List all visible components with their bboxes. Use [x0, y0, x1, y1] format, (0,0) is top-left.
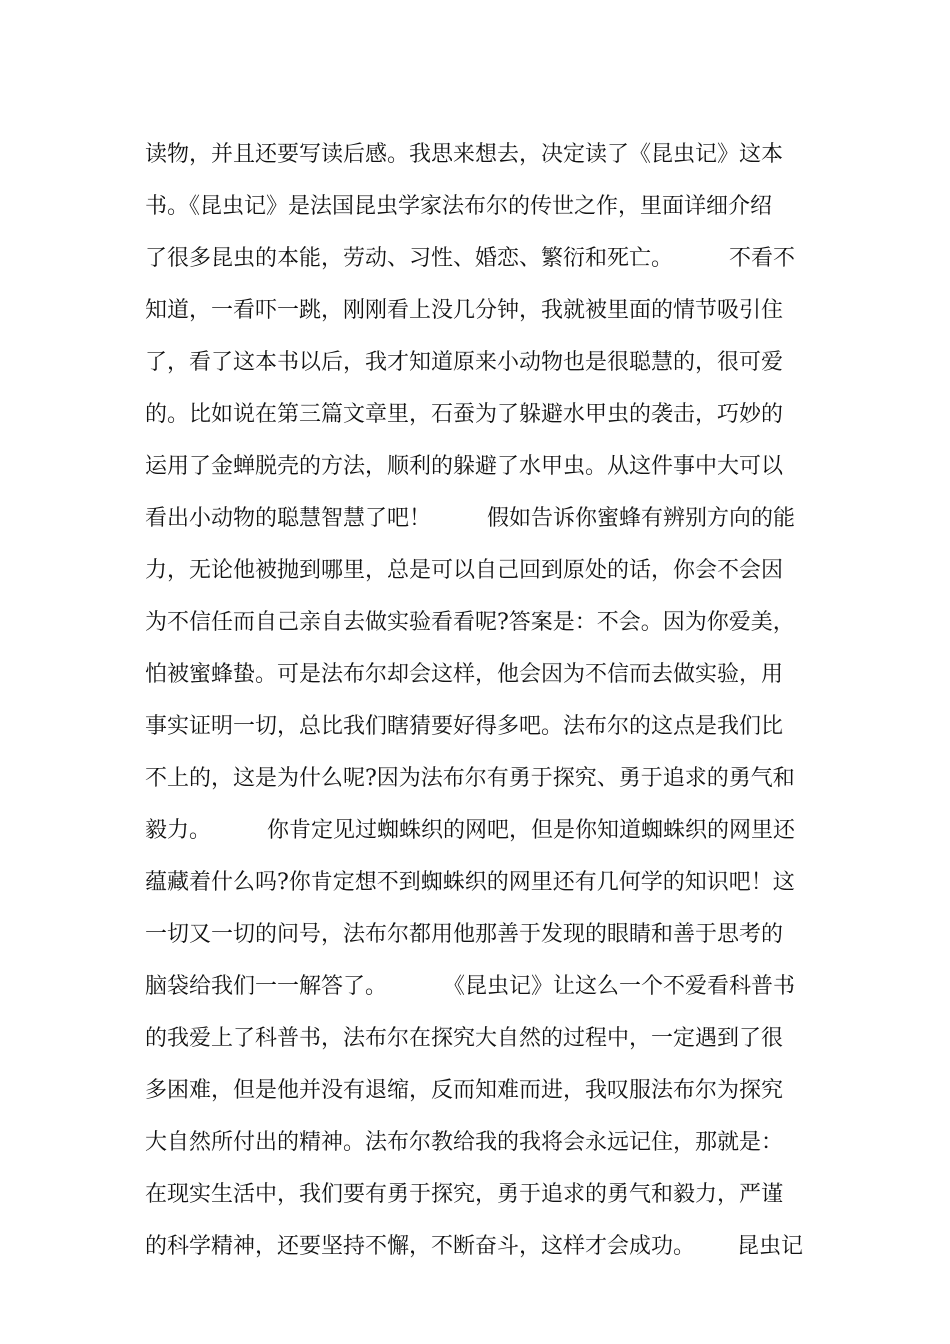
text-line-6: 的。比如说在第三篇文章里，石蚕为了躲避水甲虫的袭击，巧妙的 [145, 402, 784, 427]
text-line-18: 的我爱上了科普书，法布尔在探究大自然的过程中，一定遇到了很 [145, 1026, 784, 1051]
text-line-2: 书。《昆虫记》是法国昆虫学家法布尔的传世之作，里面详细介绍 [145, 194, 773, 219]
body-text [145, 129, 810, 1273]
text-line-15: 蕴藏着什么吗?你肯定想不到蜘蛛织的网里还有几何学的知识吧！这 [145, 870, 795, 895]
text-line-4: 知道，一看吓一跳，刚刚看上没几分钟，我就被里面的情节吸引住 [145, 298, 784, 323]
text-line-8: 看出小动物的聪慧智慧了吧！ 假如告诉你蜜蜂有辨别方向的能 [145, 506, 795, 531]
text-line-5: 了，看了这本书以后，我才知道原来小动物也是很聪慧的，很可爱 [145, 350, 784, 375]
text-line-9: 力，无论他被抛到哪里，总是可以自己回到原处的话，你会不会因 [145, 558, 784, 583]
text-line-20: 大自然所付出的精神。法布尔教给我的我将会永远记住，那就是： [145, 1130, 784, 1155]
text-line-12: 事实证明一切，总比我们瞎猜要好得多吧。法布尔的这点是我们比 [145, 714, 784, 739]
text-line-17: 脑袋给我们一一解答了。 《昆虫记》让这么一个不爱看科普书 [145, 974, 795, 999]
text-line-21: 在现实生活中，我们要有勇于探究，勇于追求的勇气和毅力，严谨 [145, 1182, 784, 1207]
text-line-16: 一切又一切的问号，法布尔都用他那善于发现的眼睛和善于思考的 [145, 922, 784, 947]
text-line-10: 为不信任而自己亲自去做实验看看呢?答案是：不会。因为你爱美， [145, 610, 795, 635]
text-line-7: 运用了金蝉脱壳的方法，顺利的躲避了水甲虫。从这件事中大可以 [145, 454, 784, 479]
text-line-22: 的科学精神，还要坚持不懈，不断奋斗，这样才会成功。 昆虫记 [145, 1234, 803, 1259]
text-line-19: 多困难，但是他并没有退缩，反而知难而进，我叹服法布尔为探究 [145, 1078, 784, 1103]
text-line-14: 毅力。 你肯定见过蜘蛛织的网吧，但是你知道蜘蛛织的网里还 [145, 818, 795, 843]
text-line-1: 读物，并且还要写读后感。我思来想去，决定读了《昆虫记》这本 [145, 142, 784, 167]
text-line-3: 了很多昆虫的本能，劳动、习性、婚恋、繁衍和死亡。 不看不 [145, 246, 795, 271]
text-line-11: 怕被蜜蜂蛰。可是法布尔却会这样，他会因为不信而去做实验，用 [145, 662, 784, 687]
text-line-13: 不上的，这是为什么呢?因为法布尔有勇于探究、勇于追求的勇气和 [145, 766, 795, 791]
